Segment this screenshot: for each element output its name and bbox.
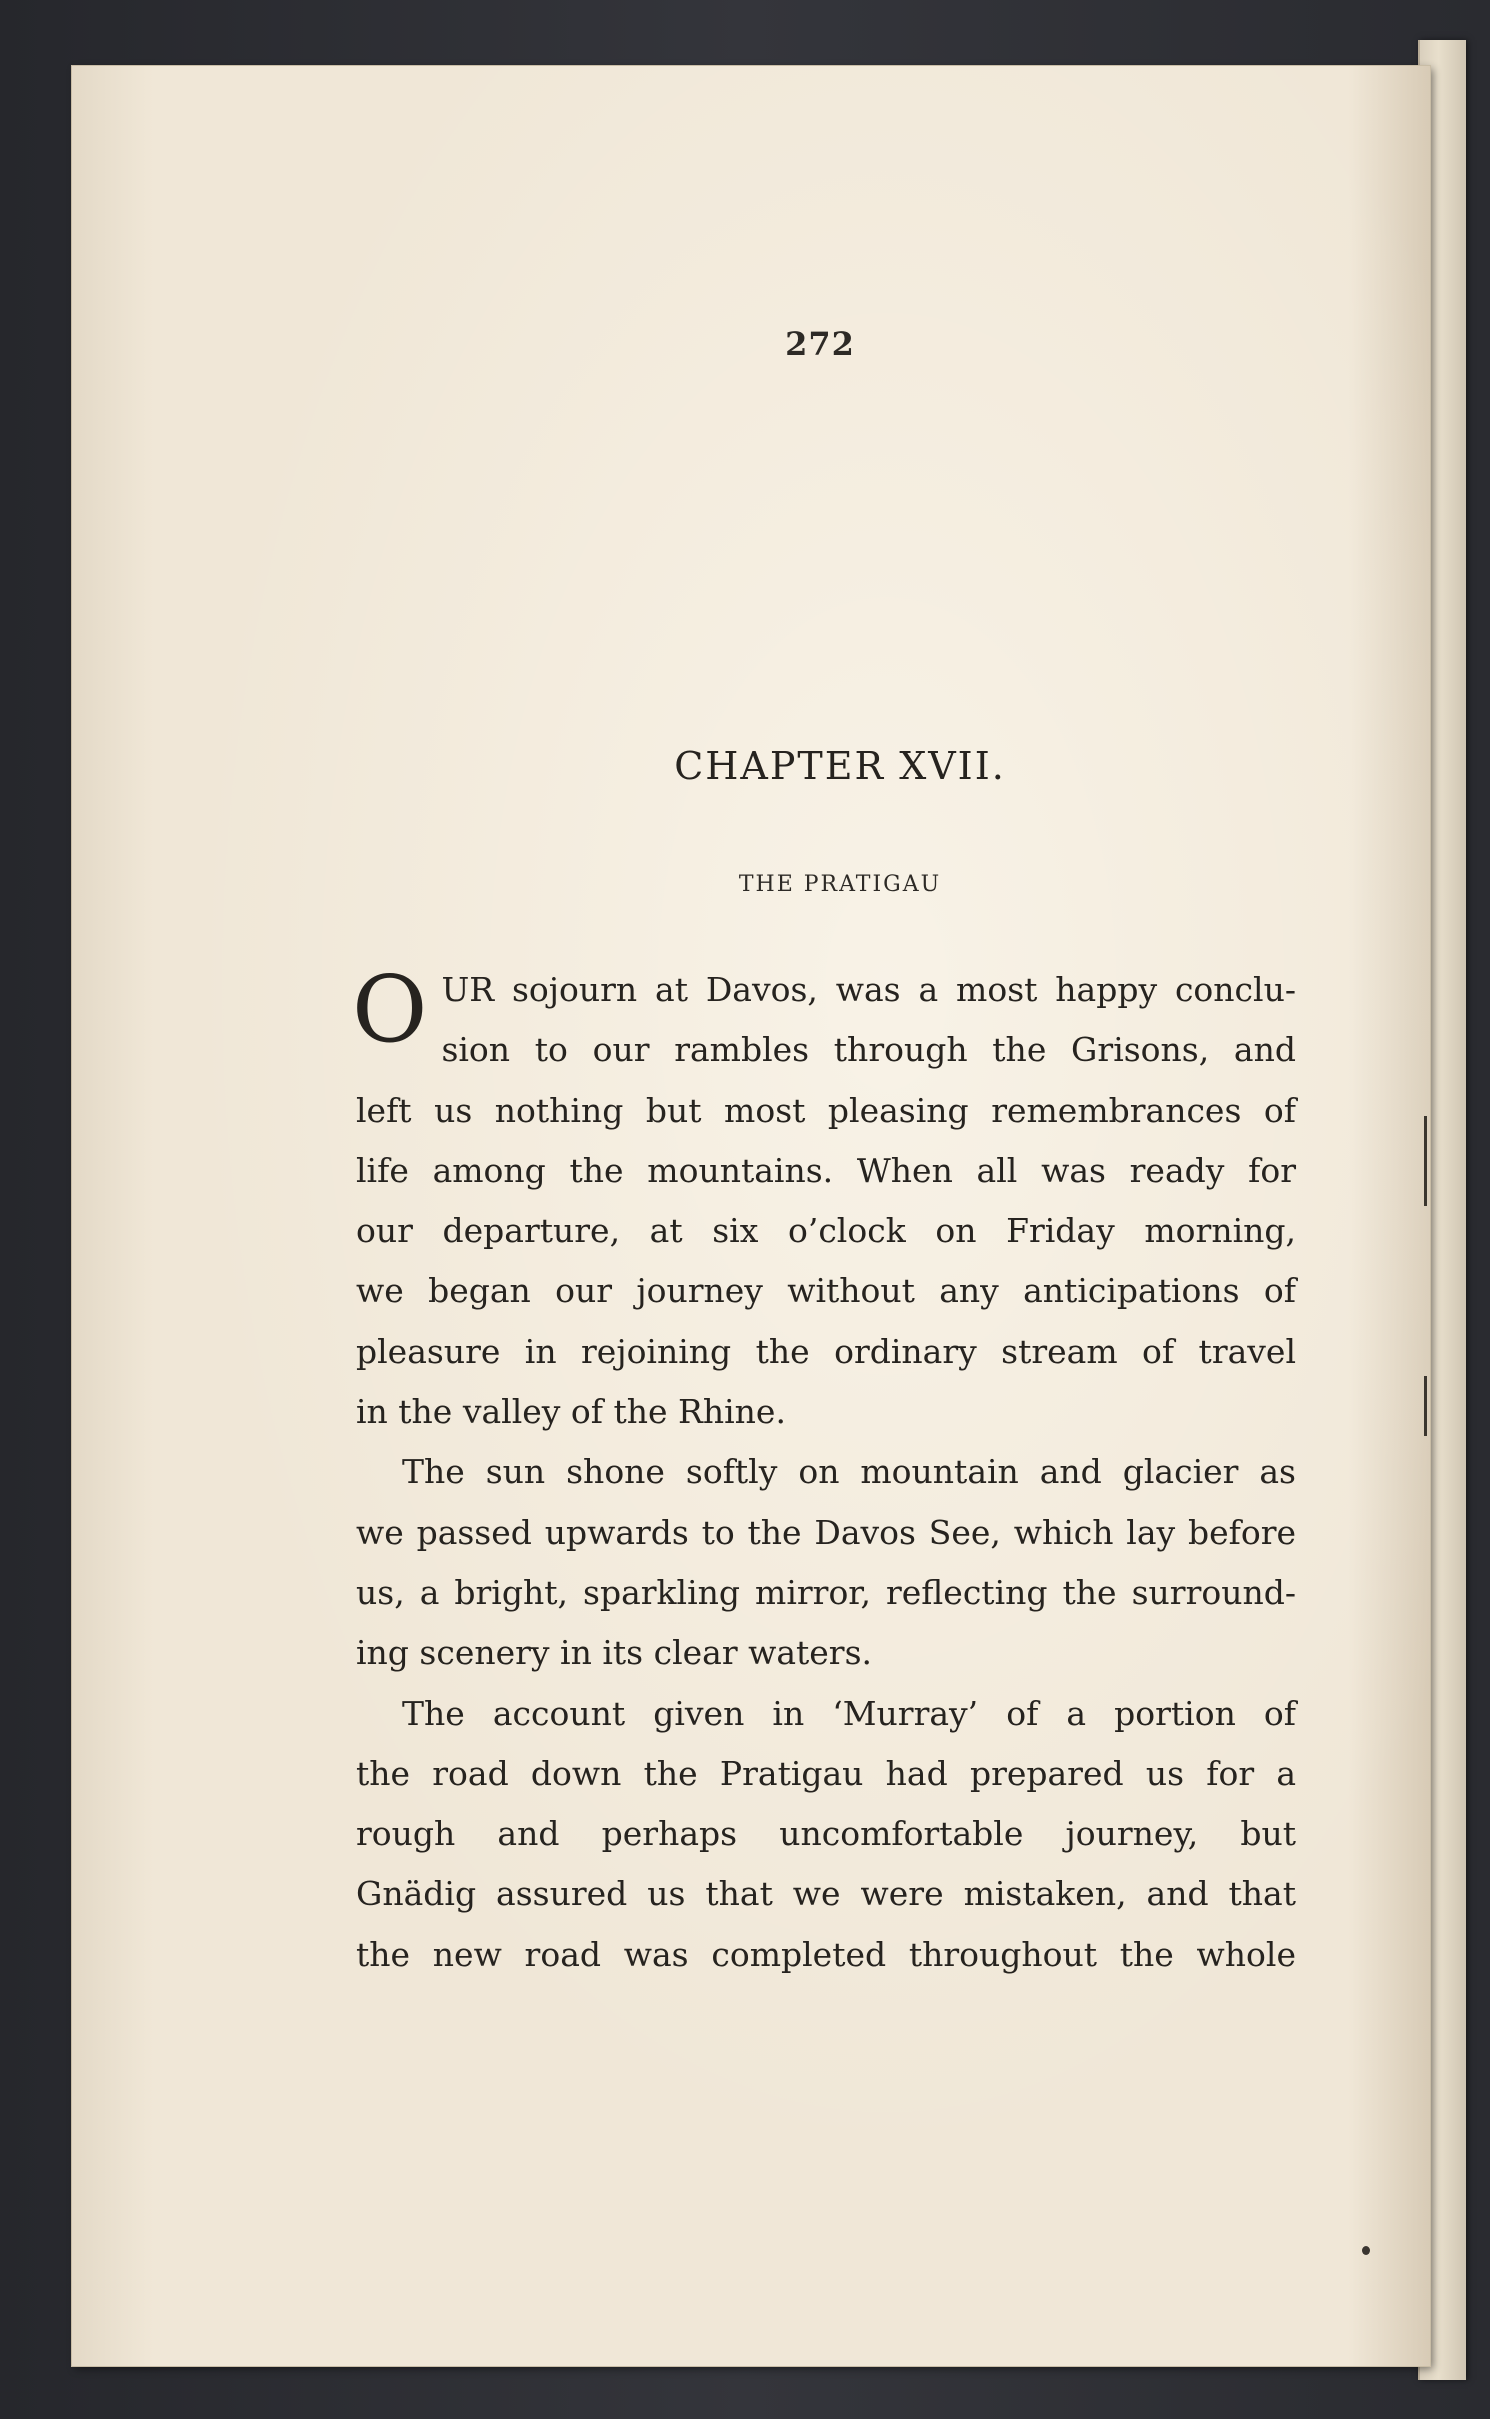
text-line: we began our journey without any anticipations of	[356, 1271, 1296, 1311]
text-line: ing scenery in its clear waters.	[356, 1633, 873, 1673]
text-line: life among the mountains. When all was ready for	[356, 1150, 1296, 1190]
text-line: The account given in ‘Murray’ of a portion of	[402, 1693, 1296, 1733]
ink-speck	[1362, 2246, 1370, 2255]
chapter-subtitle: THE PRATIGAU	[738, 872, 942, 897]
text-line: us, a bright, sparkling mirror, reflecting the surround-	[356, 1572, 1296, 1612]
paragraph-2	[356, 1442, 1296, 1683]
text-line: our departure, at six o’clock on Friday morning,	[356, 1211, 1296, 1251]
text-line: Gnädig assured us that we were mistaken, and that	[356, 1874, 1296, 1914]
drop-cap: O	[352, 956, 428, 1063]
text-line: we passed upwards to the Davos See, which lay before	[356, 1512, 1296, 1552]
paragraph-3	[356, 1684, 1296, 1985]
text-line: The sun shone softly on mountain and glacier as	[402, 1452, 1296, 1492]
text-line: sion to our rambles through the Grisons, and	[441, 1030, 1296, 1070]
text-line: pleasure in rejoining the ordinary stream of travel	[356, 1331, 1296, 1371]
page-edge-mark	[1424, 1376, 1427, 1436]
chapter-title: CHAPTER XVII.	[674, 744, 1006, 788]
text-line: rough and perhaps uncomfortable journey, but	[356, 1814, 1296, 1854]
page-edge-mark	[1424, 1116, 1427, 1206]
text-line: the road down the Pratigau had prepared us for a	[356, 1753, 1296, 1793]
body-text	[352, 956, 1296, 1985]
show-through-text	[402, 446, 1382, 946]
page-number: 272	[785, 325, 855, 363]
text-line: UR sojourn at Davos, was a most happy conclu-	[441, 970, 1296, 1009]
paragraph-1	[352, 956, 1296, 1442]
text-line: in the valley of the Rhine.	[356, 1392, 786, 1432]
text-line: left us nothing but most pleasing remembrances of	[356, 1090, 1296, 1130]
text-line: the new road was completed throughout the whole	[356, 1934, 1296, 1974]
